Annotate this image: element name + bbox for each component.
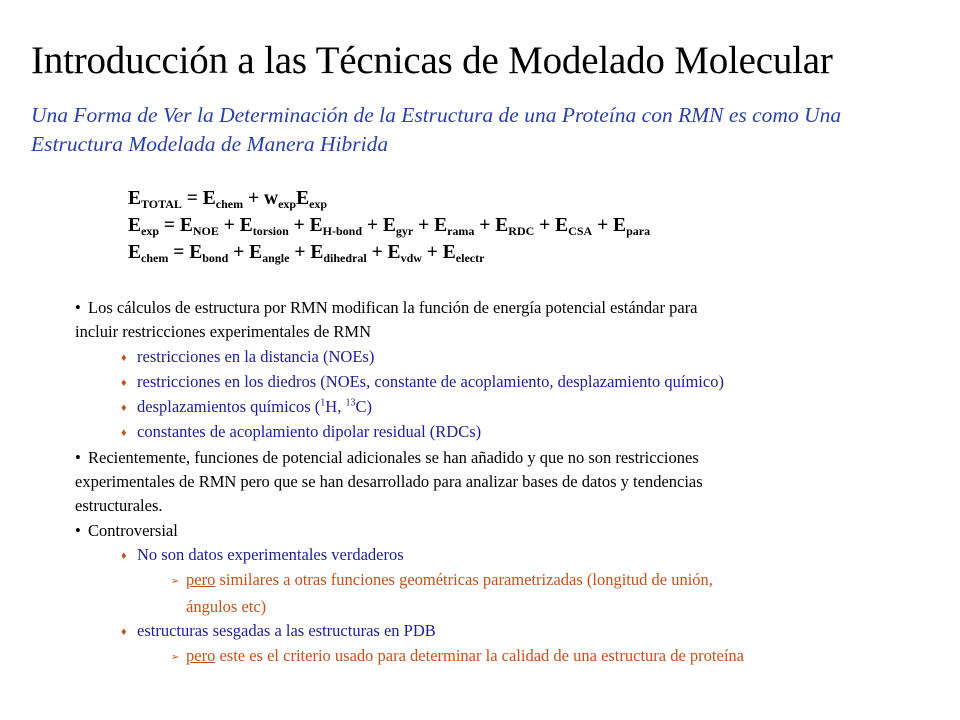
eq-term: = E xyxy=(181,188,216,209)
eq-subscript: H-bond xyxy=(322,224,363,238)
bullet-dot-icon: • xyxy=(75,447,81,467)
eq-subscript: exp xyxy=(278,197,297,211)
sub-bullet-text: desplazamientos químicos ( xyxy=(137,397,321,417)
diamond-icon: ♦ xyxy=(121,402,127,415)
eq-term: + E xyxy=(218,215,253,236)
eq-term: + E xyxy=(288,215,323,236)
sub-bullet-text: restricciones en los diedros (NOEs, constante de acoplamiento, desplazamiento químico) xyxy=(137,371,724,391)
equations-block xyxy=(128,185,650,266)
eq-subscript: torsion xyxy=(252,224,289,238)
bullet-dot-icon: • xyxy=(75,298,81,317)
bullet-text-continuation: incluir restricciones experimentales de RMN xyxy=(75,322,371,342)
eq-term: + E xyxy=(362,215,396,236)
eq-subscript: angle xyxy=(262,251,290,265)
slide-title: Introducción a las Técnicas de Modelado Molecular xyxy=(31,39,833,82)
bullet-text-continuation: experimentales de RMN pero que se han desarrollado para analizar bases de datos y tendencias xyxy=(75,472,703,492)
eq-subscript: exp xyxy=(141,224,160,238)
eq-term: E xyxy=(128,242,142,263)
eq-term: = E xyxy=(159,215,193,236)
diamond-icon: ♦ xyxy=(121,625,127,638)
sub-bullet-item xyxy=(75,619,895,644)
eq-term: = E xyxy=(168,242,203,263)
arrow-icon: ➢ xyxy=(171,576,180,588)
eq-subscript: gyr xyxy=(395,224,414,238)
sub-bullet-text: C) xyxy=(355,397,372,417)
bullet-item xyxy=(75,519,895,543)
eq-subscript: TOTAL xyxy=(141,197,182,211)
underlined-text: pero xyxy=(186,646,216,666)
sub-bullet-text: H, xyxy=(325,397,346,417)
bullet-item xyxy=(75,296,895,320)
bullet-text: Controversial xyxy=(88,520,178,540)
bullet-item xyxy=(75,446,895,470)
sub-sub-bullet-item xyxy=(75,644,895,670)
bullet-list xyxy=(75,296,895,670)
bullet-text: Los cálculos de estructura por RMN modifican la función de energía potencial estándar para xyxy=(88,298,698,317)
equation-chem xyxy=(128,239,650,266)
eq-subscript: NOE xyxy=(192,224,219,238)
eq-term: + E xyxy=(366,242,401,263)
sub-sub-bullet-text: similares a otras funciones geométricas parametrizadas (longitud de unión, xyxy=(215,570,713,590)
eq-term: + E xyxy=(228,242,263,263)
diamond-icon: ♦ xyxy=(121,351,127,364)
diamond-icon: ♦ xyxy=(121,376,127,389)
eq-term: + w xyxy=(243,188,279,209)
equation-exp xyxy=(128,212,650,239)
eq-term: E xyxy=(128,215,142,236)
eq-subscript: chem xyxy=(215,197,244,211)
sub-bullet-text: estructuras sesgadas a las estructuras en PDB xyxy=(137,620,436,640)
sub-bullet-text: restricciones en la distancia (NOEs) xyxy=(137,346,375,366)
equation-total xyxy=(128,185,650,212)
eq-subscript: CSA xyxy=(568,224,593,238)
eq-term: + E xyxy=(289,242,324,263)
diamond-icon: ♦ xyxy=(121,427,127,440)
eq-subscript: para xyxy=(626,224,651,238)
eq-subscript: chem xyxy=(141,251,169,265)
eq-term: E xyxy=(128,188,142,209)
eq-subscript: vdw xyxy=(400,251,422,265)
bullet-dot-icon: • xyxy=(75,520,81,540)
eq-subscript: RDC xyxy=(508,224,535,238)
eq-term: E xyxy=(296,188,310,209)
sub-bullet-item xyxy=(75,345,895,370)
eq-subscript: exp xyxy=(309,197,328,211)
diamond-icon: ♦ xyxy=(121,549,127,562)
eq-subscript: electr xyxy=(455,251,485,265)
slide-subtitle: Una Forma de Ver la Determinación de la Estructura de una Proteína con RMN es como Una Estructura Modelada de Manera Hibrida xyxy=(31,103,842,156)
eq-term: + E xyxy=(592,215,627,236)
eq-term: + E xyxy=(421,242,456,263)
sub-bullet-item xyxy=(75,395,895,420)
eq-subscript: bond xyxy=(202,251,229,265)
sub-sub-bullet-text: este es el criterio usado para determinar la calidad de una estructura de proteína xyxy=(215,646,744,666)
arrow-icon: ➢ xyxy=(171,652,180,664)
sub-sub-bullet-item xyxy=(75,568,895,594)
eq-term: + E xyxy=(534,215,569,236)
sub-bullet-text: No son datos experimentales verdaderos xyxy=(137,544,404,564)
eq-subscript: rama xyxy=(447,224,475,238)
sub-bullet-text: constantes de acoplamiento dipolar residual (RDCs) xyxy=(137,422,482,442)
sub-bullet-item xyxy=(75,370,895,395)
eq-term: + E xyxy=(413,215,448,236)
sub-sub-bullet-continuation: ángulos etc) xyxy=(186,596,267,616)
sub-bullet-item xyxy=(75,543,895,568)
eq-subscript: dihedral xyxy=(323,251,367,265)
underlined-text: pero xyxy=(186,570,216,590)
superscript: 1 xyxy=(320,397,326,409)
superscript: 13 xyxy=(345,397,356,409)
sub-bullet-item xyxy=(75,420,895,445)
eq-term: + E xyxy=(474,215,509,236)
bullet-text-continuation: estructurales. xyxy=(75,496,163,516)
bullet-text: Recientemente, funciones de potencial adicionales se han añadido y que no son restricciones xyxy=(88,447,699,467)
